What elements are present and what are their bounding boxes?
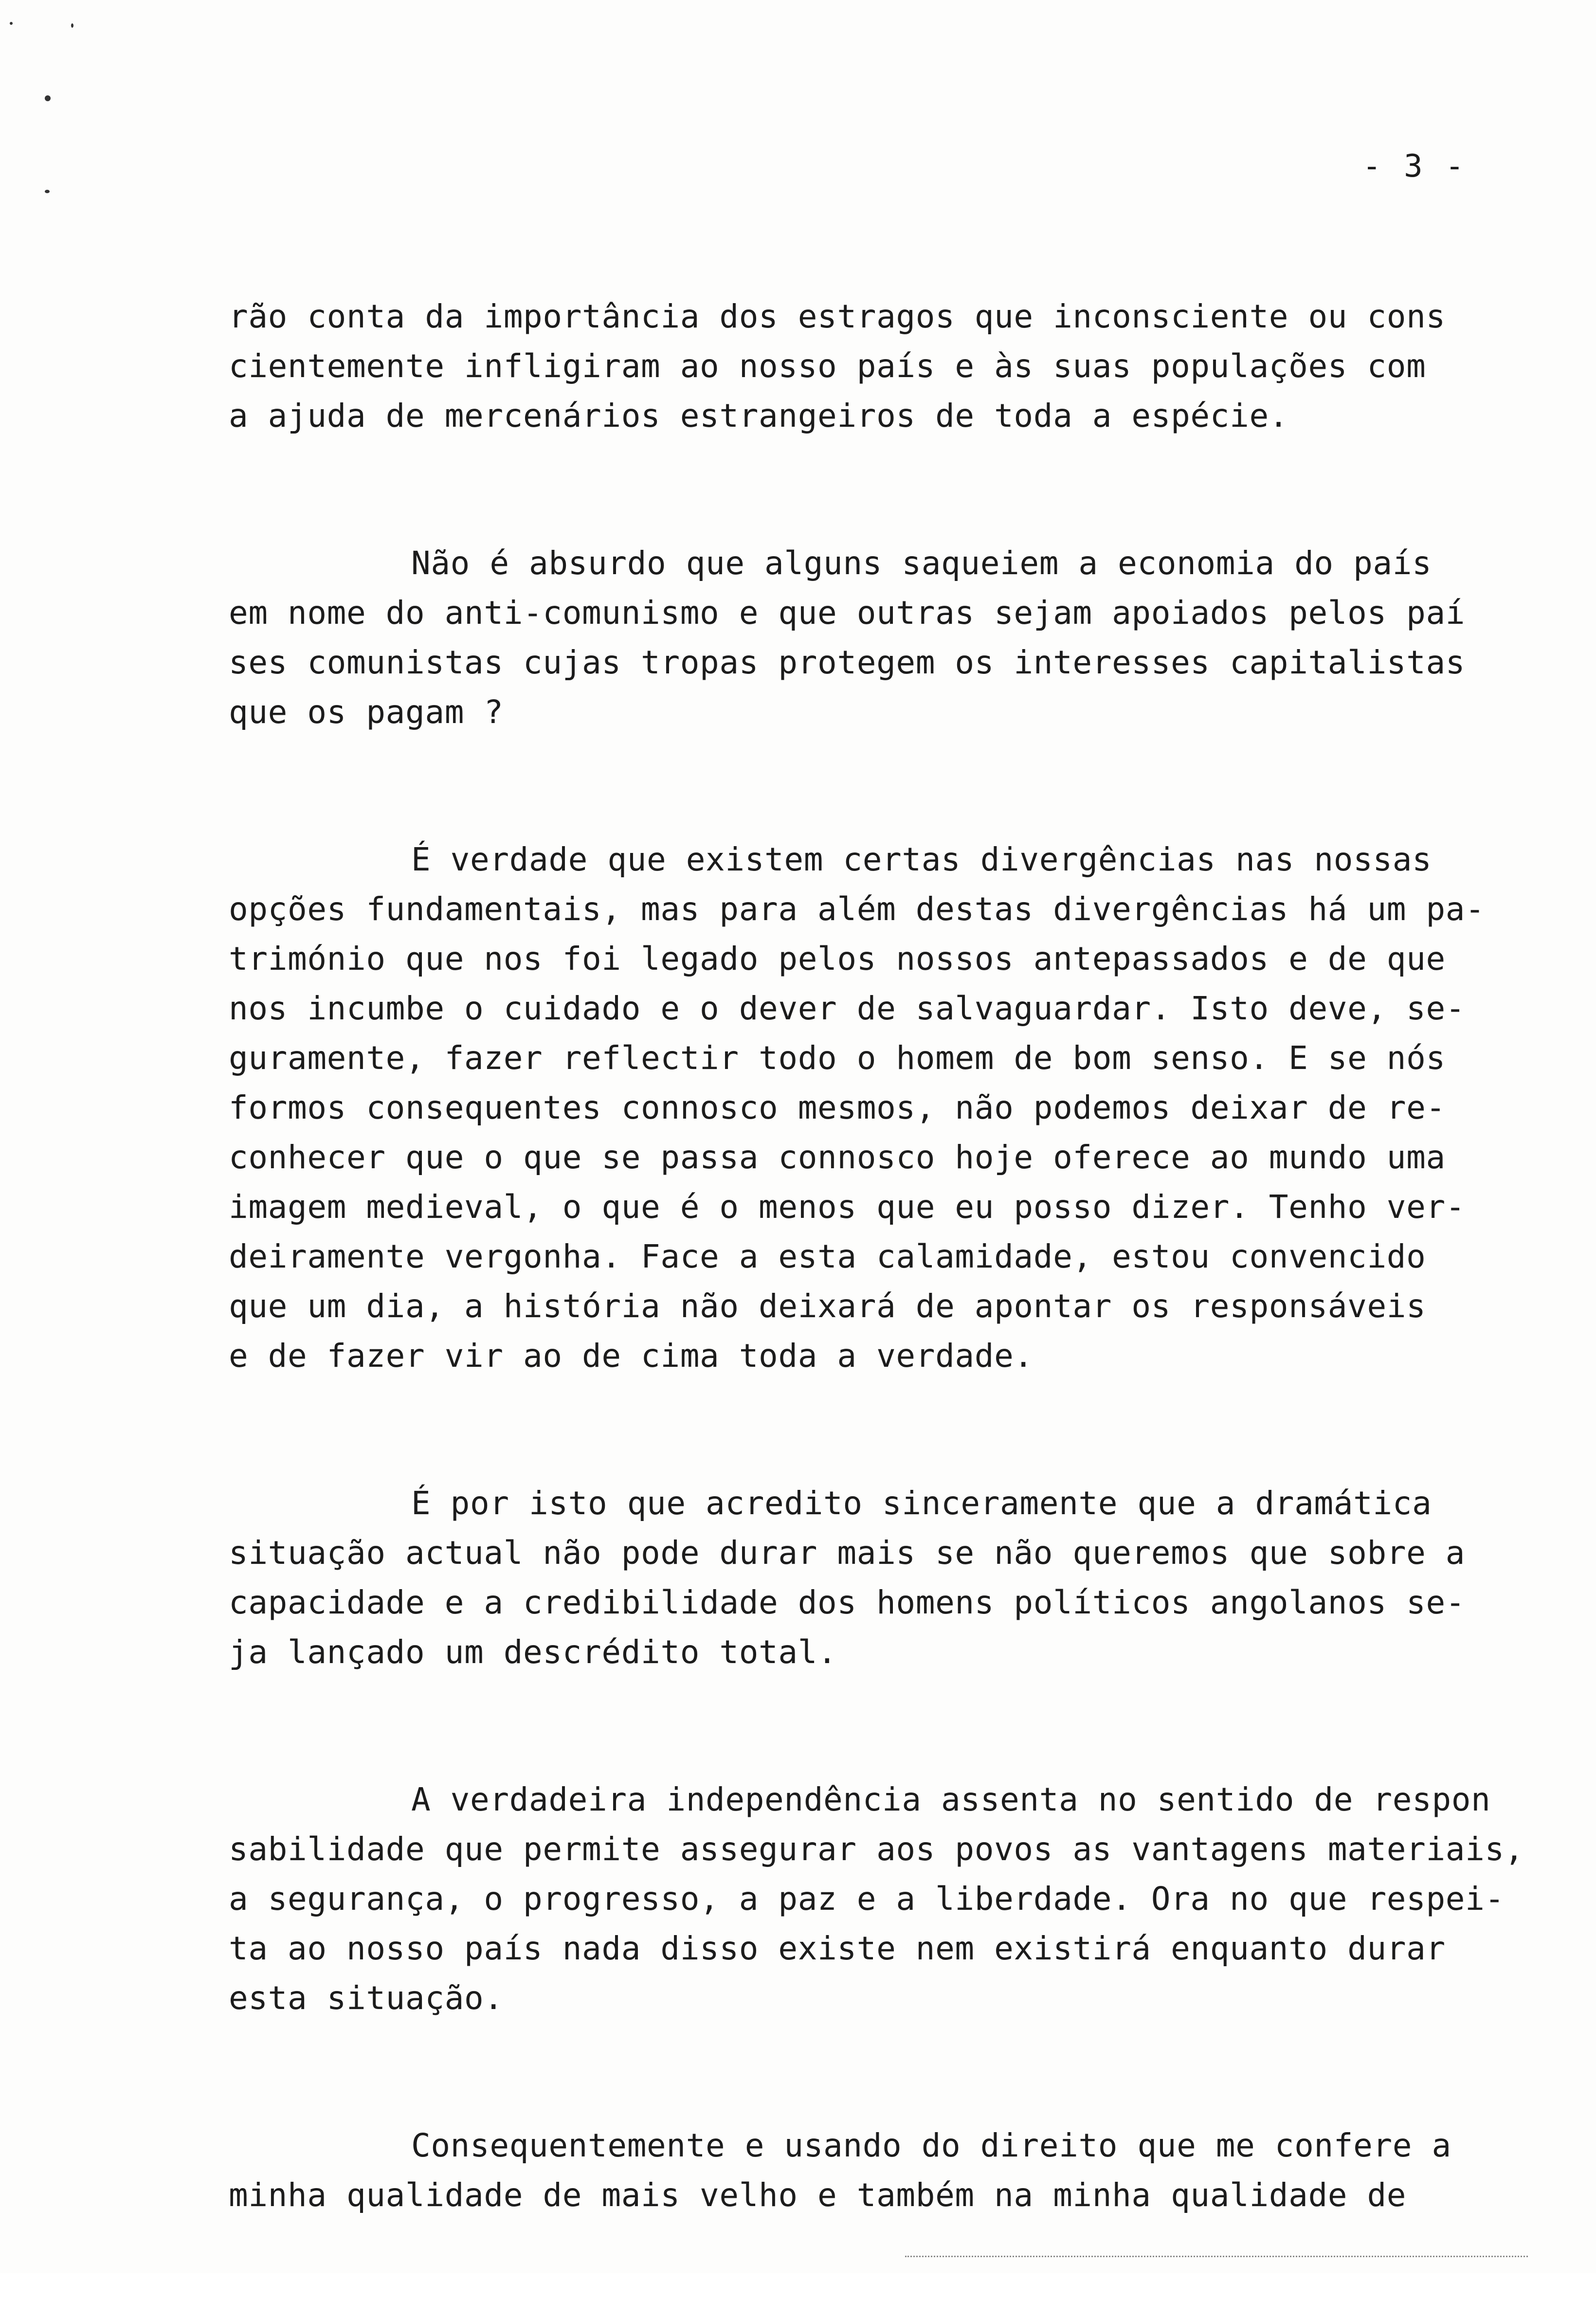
text-line: a ajuda de mercenários estrangeiros de toda a espécie.	[229, 397, 1289, 435]
text-line: capacidade e a credibilidade dos homens políticos angolanos se-	[229, 1584, 1466, 1621]
text-line: opções fundamentais, mas para além destas divergências há um pa-	[229, 890, 1485, 928]
text-line: em nome do anti-comunismo e que outras sejam apoiados pelos paí	[229, 594, 1466, 632]
text-line: ta ao nosso país nada disso existe nem existirá enquanto durar	[229, 1930, 1446, 1967]
text-line: deiramente vergonha. Face a esta calamidade, estou convencido	[229, 1238, 1426, 1275]
footer-rule	[905, 2256, 1528, 2257]
text-line: A verdadeira independência assenta no sentido de respon	[411, 1781, 1491, 1818]
letter-body	[229, 292, 1552, 2318]
text-line: rão conta da importância dos estragos que inconsciente ou cons	[229, 298, 1446, 335]
text-line: a segurança, o progresso, a paz e a liberdade. Ora no que respei-	[229, 1880, 1505, 1918]
text-line: esta situação.	[229, 1979, 504, 2017]
text-line: situação actual não pode durar mais se não queremos que sobre a	[229, 1534, 1466, 1572]
scan-speck	[71, 23, 73, 28]
scan-speck	[10, 22, 13, 25]
scan-speck	[45, 95, 51, 101]
text-line: ja lançado um descrédito total.	[229, 1633, 837, 1671]
text-line: É por isto que acredito sinceramente que a dramática	[411, 1485, 1432, 1522]
text-line: imagem medieval, o que é o menos que eu posso dizer. Tenho ver-	[229, 1188, 1466, 1226]
text-line: que um dia, a história não deixará de apontar os responsáveis	[229, 1287, 1426, 1325]
text-line: e de fazer vir ao de cima toda a verdade.	[229, 1337, 1034, 1375]
text-line: cientemente infligiram ao nosso país e às suas populações com	[229, 347, 1426, 385]
text-line: Não é absurdo que alguns saqueiem a economia do país	[411, 544, 1432, 582]
text-line: que os pagam ?	[229, 693, 504, 731]
paragraph	[229, 1479, 1552, 1677]
text-line: ses comunistas cujas tropas protegem os interesses capitalistas	[229, 644, 1466, 681]
text-line: nos incumbe o cuidado e o dever de salvaguardar. Isto deve, se-	[229, 990, 1466, 1027]
page-number: - 3 -	[1362, 148, 1466, 184]
paragraph	[229, 292, 1552, 441]
scan-speck	[45, 190, 50, 193]
text-line: guramente, fazer reflectir todo o homem de bom senso. E se nós	[229, 1039, 1446, 1077]
text-line: minha qualidade de mais velho e também na minha qualidade de	[229, 2176, 1407, 2214]
text-line: conhecer que o que se passa connosco hoje oferece ao mundo uma	[229, 1139, 1446, 1176]
paragraph	[229, 2121, 1552, 2220]
text-line: trimónio que nos foi legado pelos nossos antepassados e de que	[229, 940, 1446, 978]
paragraph	[229, 539, 1552, 737]
text-line: É verdade que existem certas divergências nas nossas	[411, 841, 1432, 878]
paragraph	[229, 1775, 1552, 2023]
text-line: formos consequentes connosco mesmos, não podemos deixar de re-	[229, 1089, 1446, 1126]
text-line: Consequentemente e usando do direito que me confere a	[411, 2127, 1451, 2164]
paragraph	[229, 835, 1552, 1381]
text-line: sabilidade que permite assegurar aos povos as vantagens materiais,	[229, 1830, 1524, 1868]
